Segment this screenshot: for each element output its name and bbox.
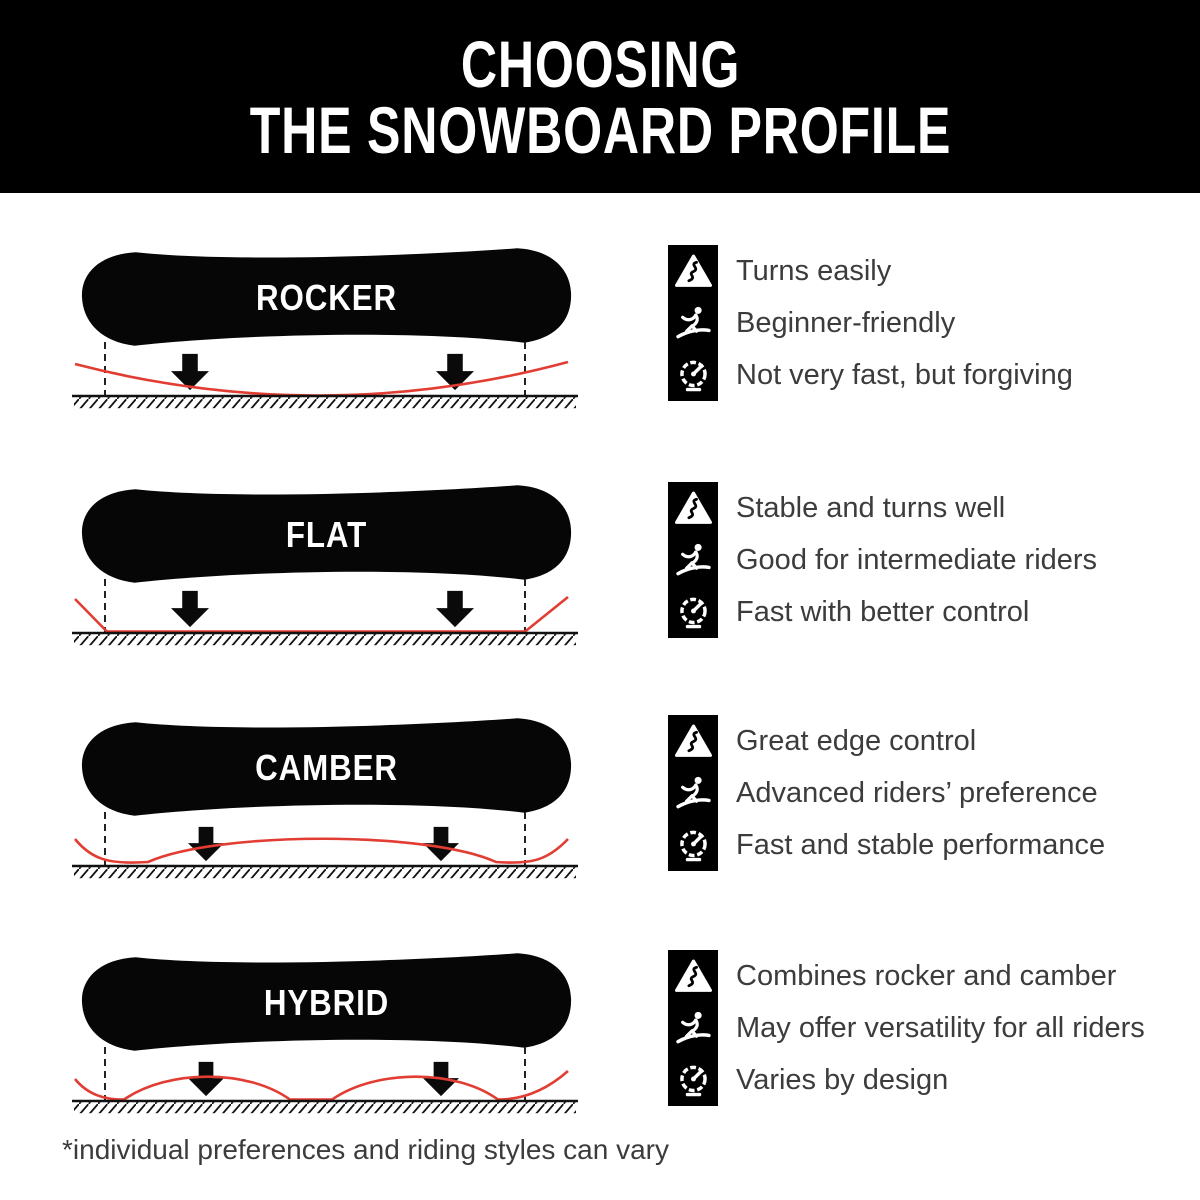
feature-row xyxy=(668,715,1188,767)
title-line-2: THE SNOWBOARD PROFILE xyxy=(249,92,951,167)
down-arrow-icon xyxy=(171,591,209,627)
page-title xyxy=(249,26,951,167)
feature-text: Great edge control xyxy=(736,724,977,757)
slope-icon xyxy=(668,482,718,534)
rocker-profile-curve xyxy=(75,362,568,396)
feature-text: Combines rocker and camber xyxy=(736,959,1117,992)
camber-diagram xyxy=(60,715,580,881)
section-hybrid xyxy=(0,950,1200,1122)
hybrid-diagram xyxy=(60,950,580,1116)
contact-dashed-lines xyxy=(105,1047,525,1100)
feature-row xyxy=(668,1002,1188,1054)
section-camber xyxy=(0,715,1200,887)
title-line-1: CHOOSING xyxy=(460,26,740,101)
rocker-diagram xyxy=(60,245,580,411)
flat-diagram xyxy=(60,482,580,648)
ground-hatch xyxy=(74,1102,576,1113)
feature-text: Not very fast, but forgiving xyxy=(736,358,1073,391)
slope-icon xyxy=(668,715,718,767)
feature-row xyxy=(668,1054,1188,1106)
flat-profile-curve xyxy=(75,597,568,632)
feature-row xyxy=(668,586,1188,638)
feature-text: May offer versatility for all riders xyxy=(736,1011,1145,1044)
feature-text: Stable and turns well xyxy=(736,491,1006,524)
header-banner xyxy=(0,0,1200,193)
speedometer-icon xyxy=(668,1054,718,1106)
speedometer-icon xyxy=(668,586,718,638)
disclaimer-note: *individual preferences and riding styles can vary xyxy=(62,1134,669,1165)
flat-features xyxy=(668,482,1188,638)
snowboarder-icon xyxy=(668,767,718,819)
feature-row xyxy=(668,482,1188,534)
section-rocker xyxy=(0,245,1200,417)
down-arrow-icon xyxy=(188,1062,224,1096)
feature-row xyxy=(668,819,1188,871)
rocker-features xyxy=(668,245,1188,401)
feature-row xyxy=(668,534,1188,586)
down-arrow-icon xyxy=(436,591,474,627)
speedometer-icon xyxy=(668,349,718,401)
board-label-hybrid: HYBRID xyxy=(263,982,390,1023)
feature-text: Beginner-friendly xyxy=(736,306,956,339)
ground-hatch xyxy=(74,867,576,878)
feature-text: Varies by design xyxy=(736,1063,949,1096)
section-flat xyxy=(0,482,1200,654)
camber-profile-curve xyxy=(75,839,568,863)
snowboarder-icon xyxy=(668,1002,718,1054)
ground-hatch xyxy=(74,634,576,645)
hybrid-features xyxy=(668,950,1188,1106)
board-label-rocker: ROCKER xyxy=(256,277,397,318)
feature-row xyxy=(668,767,1188,819)
hybrid-profile-curve xyxy=(75,1071,568,1100)
snowboarder-icon xyxy=(668,297,718,349)
feature-row xyxy=(668,950,1188,1002)
feature-text: Advanced riders’ preference xyxy=(736,776,1098,809)
feature-text: Turns easily xyxy=(736,254,892,287)
feature-row xyxy=(668,349,1188,401)
slope-icon xyxy=(668,950,718,1002)
snowboarder-icon xyxy=(668,534,718,586)
camber-features xyxy=(668,715,1188,871)
feature-row xyxy=(668,297,1188,349)
feature-text: Fast with better control xyxy=(736,595,1030,628)
feature-row xyxy=(668,245,1188,297)
feature-text: Fast and stable performance xyxy=(736,828,1106,861)
slope-icon xyxy=(668,245,718,297)
speedometer-icon xyxy=(668,819,718,871)
ground-hatch xyxy=(74,397,576,408)
board-label-camber: CAMBER xyxy=(255,747,398,788)
board-label-flat: FLAT xyxy=(285,514,368,555)
feature-text: Good for intermediate riders xyxy=(736,543,1098,576)
